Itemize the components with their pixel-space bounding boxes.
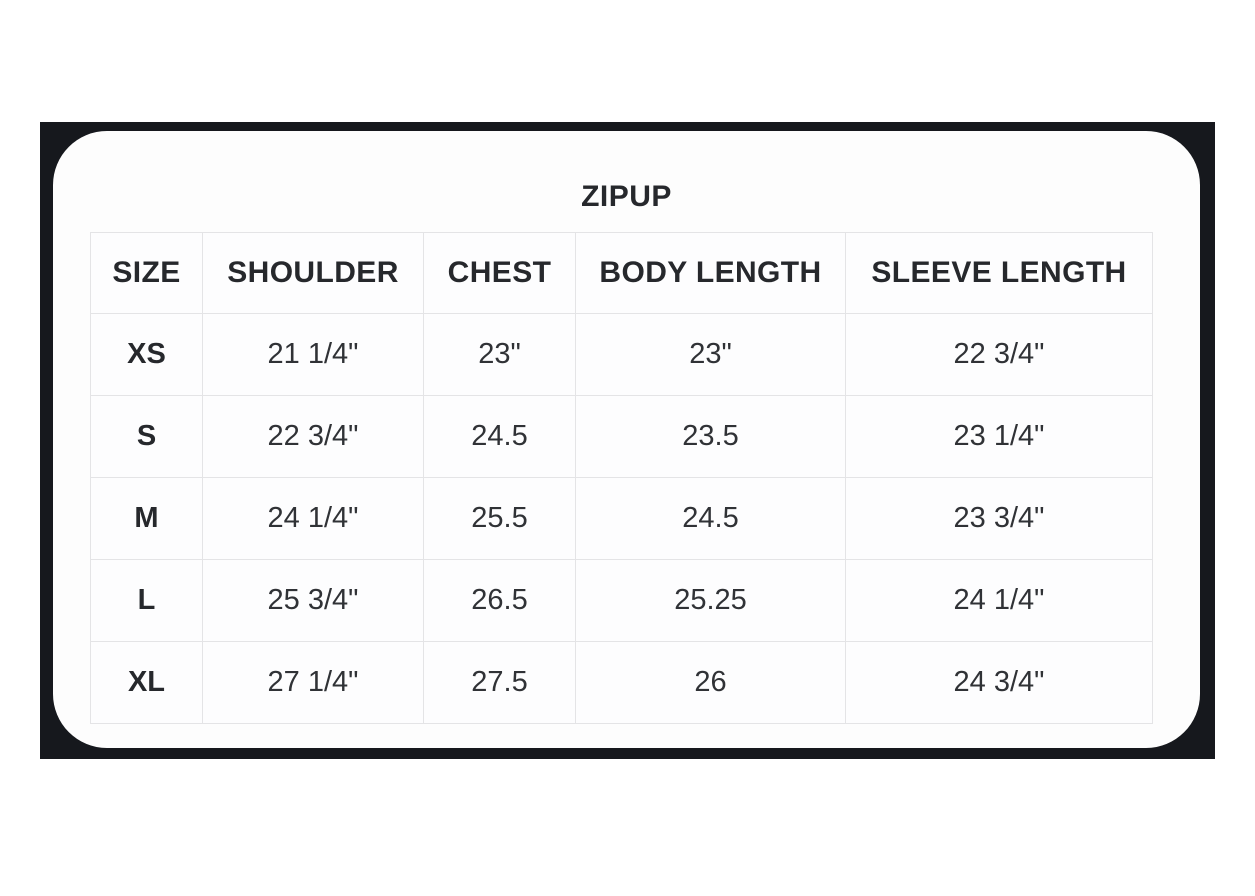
sleeve-length-value: 24 1/4" — [846, 560, 1153, 642]
table-row-s — [91, 396, 1153, 478]
shoulder-value: 25 3/4" — [203, 560, 424, 642]
size-chart-table — [90, 232, 1153, 724]
column-header-body-length: BODY LENGTH — [576, 233, 846, 314]
column-header-shoulder: SHOULDER — [203, 233, 424, 314]
shoulder-value: 21 1/4" — [203, 314, 424, 396]
dark-frame — [40, 122, 1215, 759]
size-label: L — [91, 560, 203, 642]
table-row-xs — [91, 314, 1153, 396]
body-length-value: 24.5 — [576, 478, 846, 560]
sleeve-length-value: 24 3/4" — [846, 642, 1153, 724]
body-length-value: 23" — [576, 314, 846, 396]
column-header-sleeve-length: SLEEVE LENGTH — [846, 233, 1153, 314]
body-length-value: 26 — [576, 642, 846, 724]
table-header-row — [91, 233, 1153, 314]
shoulder-value: 24 1/4" — [203, 478, 424, 560]
body-length-value: 23.5 — [576, 396, 846, 478]
size-chart-card — [53, 131, 1200, 748]
table-row-m — [91, 478, 1153, 560]
body-length-value: 25.25 — [576, 560, 846, 642]
size-label: M — [91, 478, 203, 560]
size-label: XS — [91, 314, 203, 396]
size-label: S — [91, 396, 203, 478]
table-row-l — [91, 560, 1153, 642]
size-chart-title: ZIPUP — [581, 180, 672, 213]
table-row-xl — [91, 642, 1153, 724]
chest-value: 26.5 — [424, 560, 576, 642]
column-header-size: SIZE — [91, 233, 203, 314]
column-header-chest: CHEST — [424, 233, 576, 314]
shoulder-value: 27 1/4" — [203, 642, 424, 724]
chest-value: 23" — [424, 314, 576, 396]
sleeve-length-value: 23 1/4" — [846, 396, 1153, 478]
size-label: XL — [91, 642, 203, 724]
chest-value: 25.5 — [424, 478, 576, 560]
chest-value: 24.5 — [424, 396, 576, 478]
chest-value: 27.5 — [424, 642, 576, 724]
sleeve-length-value: 22 3/4" — [846, 314, 1153, 396]
shoulder-value: 22 3/4" — [203, 396, 424, 478]
sleeve-length-value: 23 3/4" — [846, 478, 1153, 560]
